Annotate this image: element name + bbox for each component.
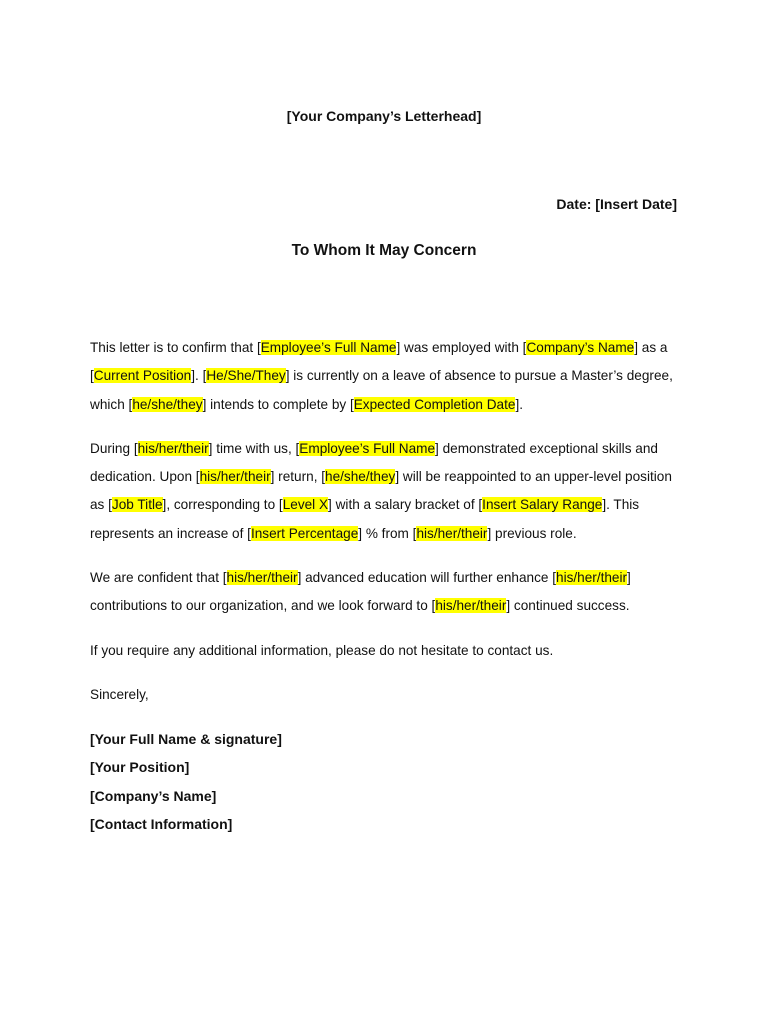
letterhead-placeholder: [Your Company’s Letterhead] xyxy=(286,108,482,124)
paragraph-text: ] intends to complete by [ xyxy=(202,396,354,412)
paragraph-text: This letter is to confirm that [ xyxy=(90,340,261,355)
paragraph-text: ] with a salary bracket of [ xyxy=(328,497,483,513)
signature-contact-information: [Contact Information] xyxy=(90,816,233,833)
highlighted-placeholder: Employee’s Full Name xyxy=(260,340,397,355)
highlighted-placeholder: his/her/their xyxy=(556,570,628,586)
highlighted-placeholder: He/She/They xyxy=(206,368,286,384)
paragraph-confidence xyxy=(90,564,680,621)
paragraph-confirmation xyxy=(90,334,680,419)
paragraph-text: If you require any additional information, please do not hesitate to contact us. xyxy=(90,642,554,658)
paragraph-text: ] contributions to our organization, and we look forward to [ xyxy=(90,570,631,614)
highlighted-placeholder: his/her/their xyxy=(435,598,507,614)
salutation: To Whom It May Concern xyxy=(291,242,477,259)
highlighted-placeholder: Company’s Name xyxy=(526,340,635,355)
closing xyxy=(90,681,680,709)
highlighted-placeholder: his/her/their xyxy=(416,525,488,541)
signature-position: [Your Position] xyxy=(90,759,190,776)
paragraph-text: ] will be reappointed to an upper-level position as [ xyxy=(90,469,672,513)
signature-company-name: [Company’s Name] xyxy=(90,787,217,804)
highlighted-placeholder: Insert Percentage xyxy=(250,525,359,541)
paragraph-text: ]. xyxy=(515,396,524,412)
paragraph-text: ]. [ xyxy=(191,368,207,384)
paragraph-text: ], corresponding to [ xyxy=(162,497,283,513)
paragraph-contact xyxy=(90,637,680,665)
highlighted-placeholder: his/her/their xyxy=(137,440,209,456)
highlighted-placeholder: his/her/their xyxy=(199,469,271,485)
highlighted-placeholder: Job Title xyxy=(111,497,163,513)
paragraph-text: ] advanced education will further enhance [ xyxy=(297,570,557,586)
highlighted-placeholder: Current Position xyxy=(93,368,192,384)
signature-block xyxy=(90,725,680,839)
paragraph-text: ]. This represents an increase of [ xyxy=(90,497,640,541)
paragraph-reappointment xyxy=(90,435,680,548)
paragraph-text: ] was employed with [ xyxy=(396,340,527,355)
paragraph-text: We are confident that [ xyxy=(90,570,227,586)
highlighted-placeholder: Employee’s Full Name xyxy=(299,440,436,456)
paragraph-text: Sincerely, xyxy=(90,686,149,702)
highlighted-placeholder: his/her/their xyxy=(226,570,298,586)
paragraph-text: ] time with us, [ xyxy=(208,440,300,456)
highlighted-placeholder: Level X xyxy=(282,497,329,513)
paragraph-text: ] return, [ xyxy=(270,469,326,485)
signature-full-name: [Your Full Name & signature] xyxy=(90,730,282,747)
paragraph-text: ] continued success. xyxy=(506,598,630,614)
highlighted-placeholder: Expected Completion Date xyxy=(353,396,516,412)
highlighted-placeholder: he/she/they xyxy=(325,469,396,485)
highlighted-placeholder: Insert Salary Range xyxy=(482,497,603,513)
paragraph-text: ] % from [ xyxy=(358,525,417,541)
date-line: Date: [Insert Date] xyxy=(556,196,677,212)
letter-body xyxy=(90,334,680,839)
paragraph-text: ] as a [ xyxy=(90,340,668,384)
paragraph-text: ] demonstrated exceptional skills and dedication. Upon [ xyxy=(90,440,658,485)
paragraph-text: ] previous role. xyxy=(487,525,577,541)
paragraph-text: ] is currently on a leave of absence to pursue a Master’s degree, which [ xyxy=(90,368,673,412)
highlighted-placeholder: he/she/they xyxy=(132,396,203,412)
paragraph-text: During [ xyxy=(90,440,138,456)
